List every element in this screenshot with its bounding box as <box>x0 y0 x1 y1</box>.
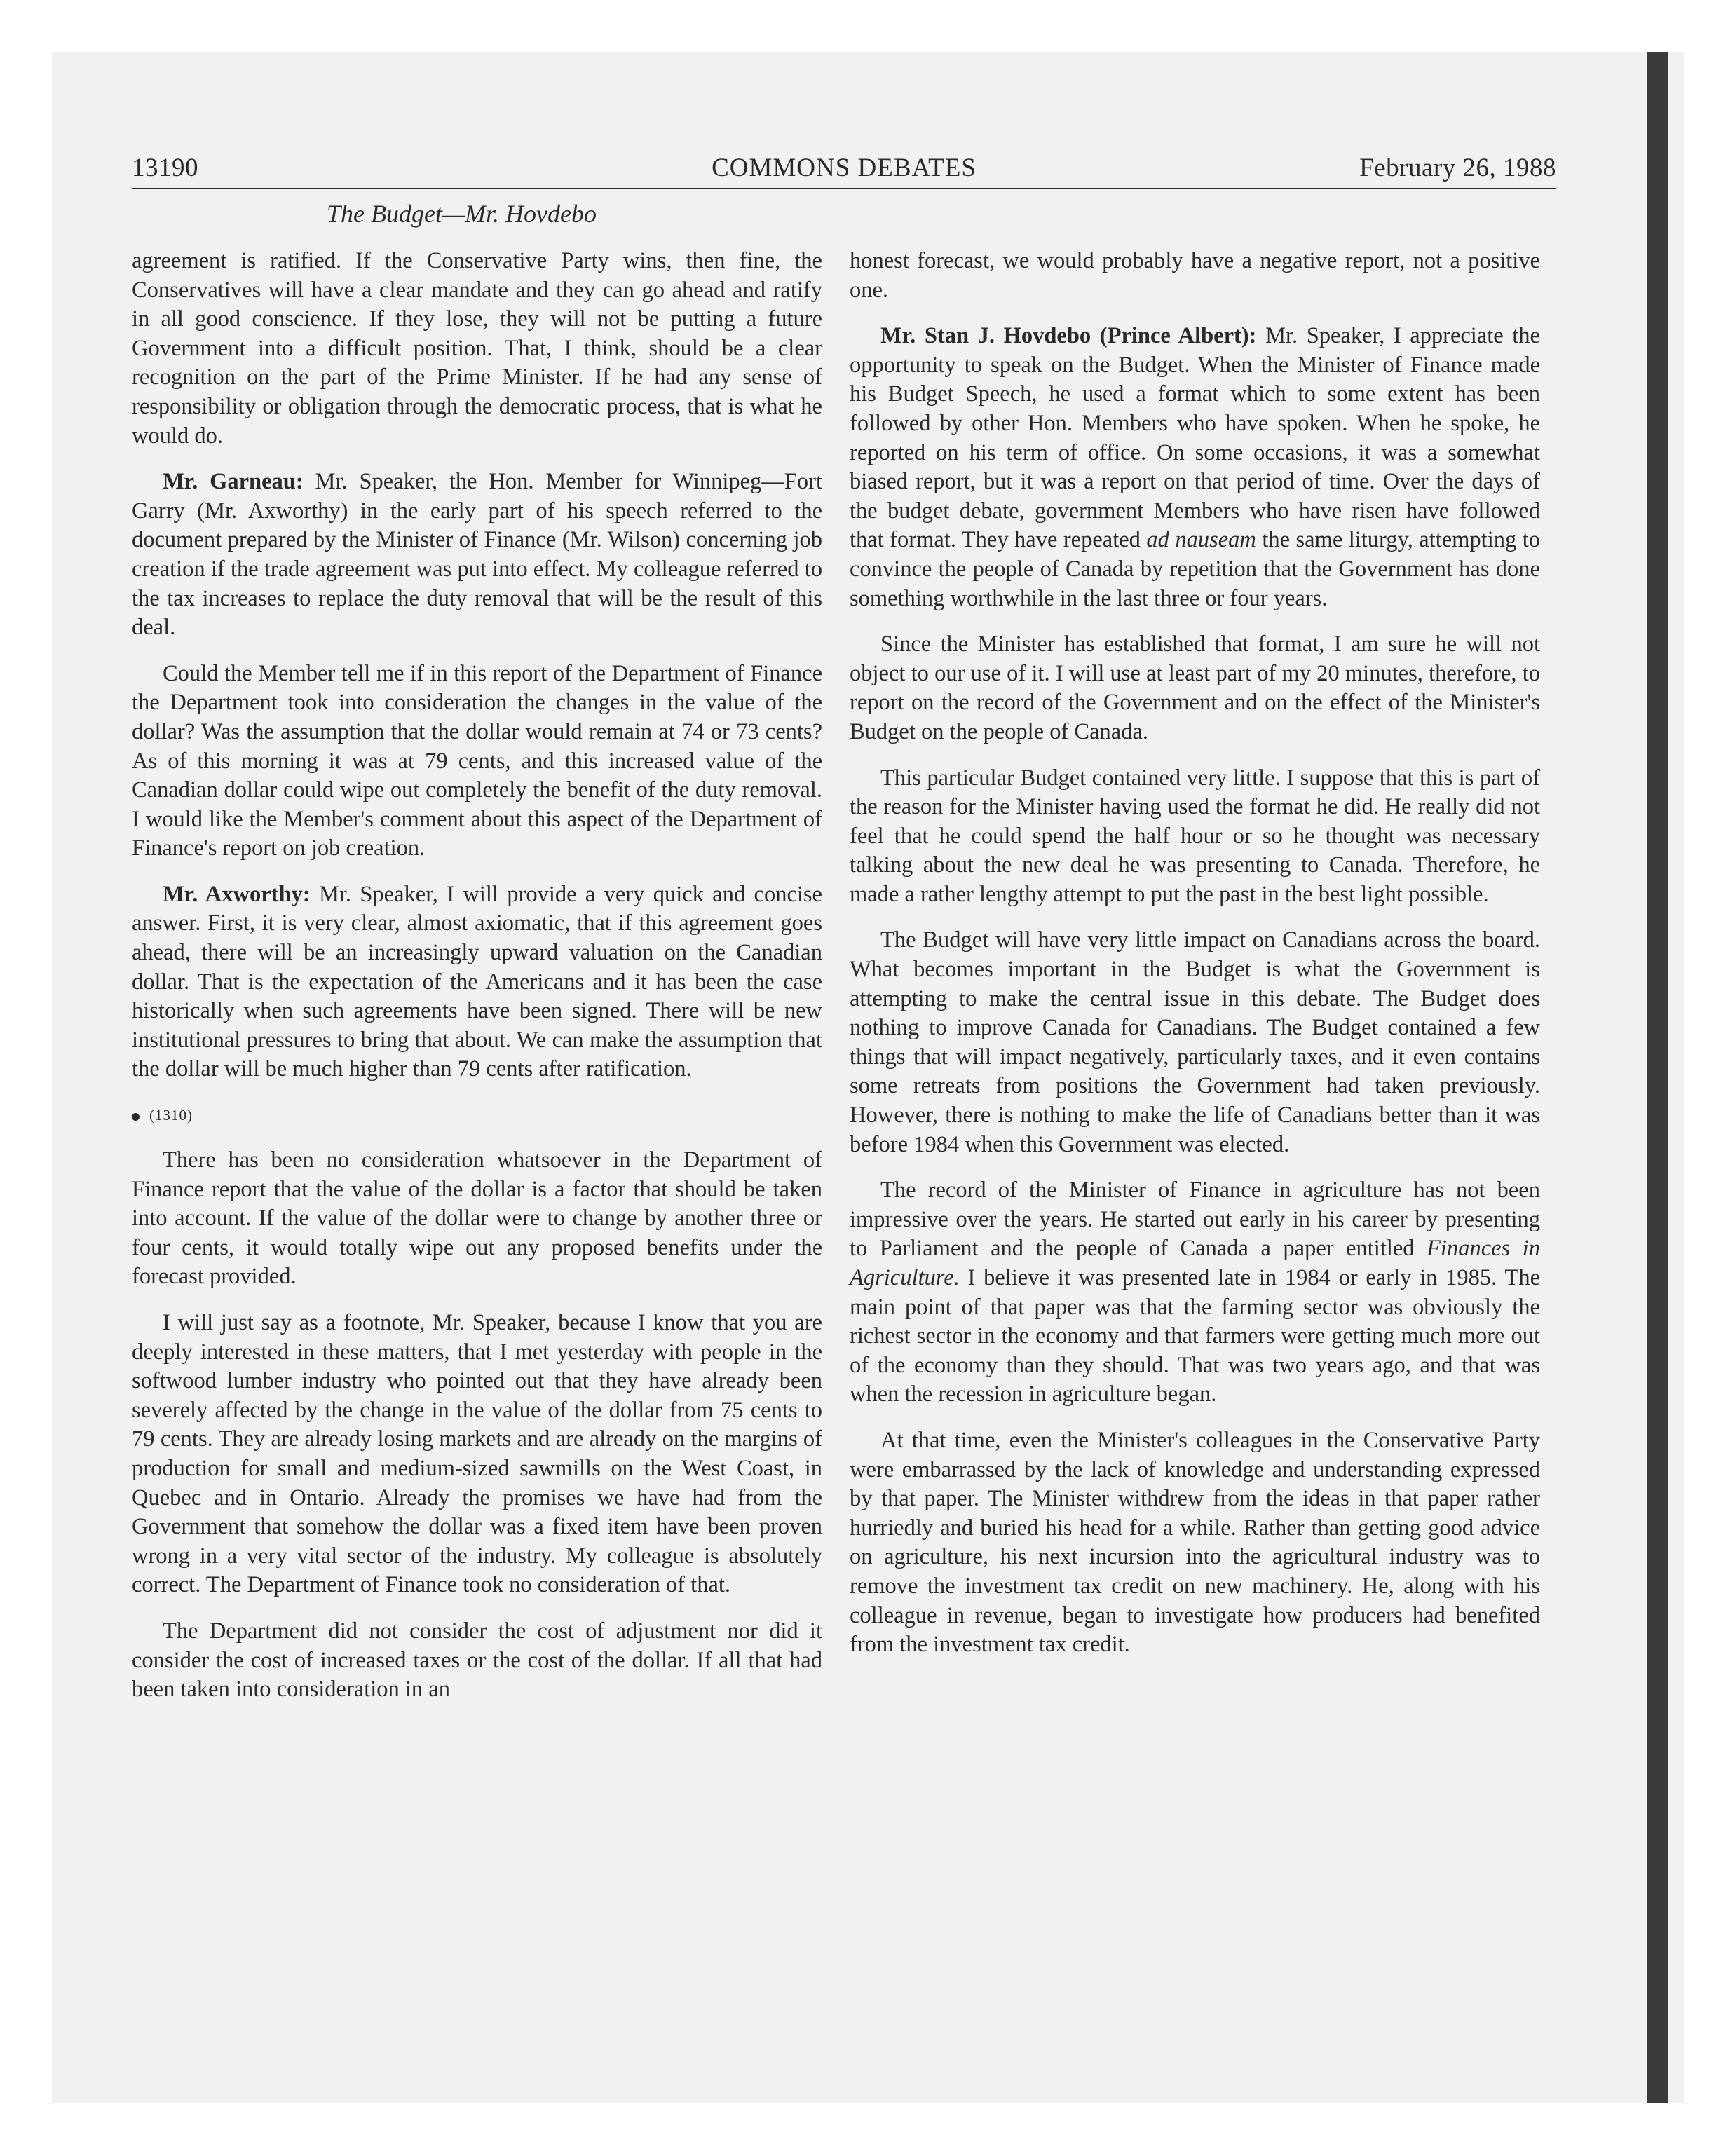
paragraph: Since the Minister has established that format, I am sure he will not object to our use of it. I will use at least part of my 20 minutes, therefore, to report on the record of the Government and on the effect of the Minister's Budget on the people of Canada. <box>850 632 1540 744</box>
paragraph <box>850 322 1540 613</box>
paragraph <box>132 880 822 1084</box>
speech-text: Mr. Speaker, the Hon. Member for Winnipeg—Fort Garry (Mr. Axworthy) in the early part of his speech referred to the document prepared by the Minister of Finance (Mr. Wilson) concerning job creation if the trade agreement was put into effect. My colleague referred to the tax increases to replace the duty removal that will be the result of this deal. <box>132 469 822 641</box>
paragraph: This particular Budget contained very little. I suppose that this is part of the reason for the Minister having used the format he did. He really did not feel that he could spend the half hour or so he thought was necessary talking about the new deal he was presenting to Canada. Therefore, he made a rather lengthy attempt to put the past in the best light possible. <box>850 765 1540 907</box>
paragraph: The Department did not consider the cost of adjustment nor did it consider the cost of increased taxes or the cost of the dollar. If all that had been taken into consideration in an <box>132 1618 822 1703</box>
paragraph: I will just say as a footnote, Mr. Speaker, because I know that you are deeply interested in these matters, that I met yesterday with people in the softwood lumber industry who pointed out that they have already been severely affected by the change in the value of the dollar from 75 cents to 79 cents. They are already losing markets and are already on the margins of production for small and medium-sized sawmills on the West Coast, in Quebec and in Ontario. Already the promises we have had from the Government that somehow the dollar was a fixed item have been proven wrong in a very vital sector of the industry. My colleague is absolutely correct. The Department of Finance took no consideration of that. <box>132 1310 822 1598</box>
paragraph <box>850 1176 1540 1410</box>
paragraph: At that time, even the Minister's colleagues in the Conservative Party were embarrassed by the lack of knowledge and understanding expressed by that paper. The Minister withdrew from the ideas in that paper rather hurriedly and buried his head for a while. Rather than getting good advice on agriculture, his next incursion into the agricultural industry was to remove the investment tax credit on new machinery. He, along with his colleague in revenue, began to investigate how producers had benefited from the investment tax credit. <box>850 1427 1540 1658</box>
time-marker-text: (1310) <box>149 1107 193 1124</box>
time-marker <box>132 1101 822 1129</box>
publication-date: February 26, 1988 <box>1359 153 1556 182</box>
speech-text: Mr. Speaker, I appreciate the opportunity to speak on the Budget. When the Minister of Finance made his Budget Speech, he used a format which to some extent has been followed by other Hon. Members who have spoken. When he spoke, he reported on his term of office. On some occasions, it was a somewhat biased report, but it was a report on that period of time. Over the days of the budget debate, government Members who have risen have followed that format. They have repeated <box>850 323 1540 553</box>
left-column <box>132 247 822 1721</box>
bullet-icon <box>132 1113 140 1121</box>
paragraph <box>132 468 822 643</box>
paragraph: There has been no consideration whatsoever in the Department of Finance report that the value of the dollar is a factor that should be taken into account. If the value of the dollar were to change by another three or four cents, it would totally wipe out any proposed benefits under the forecast provided. <box>132 1147 822 1290</box>
paragraph: The Budget will have very little impact on Canadians across the board. What becomes important in the Budget is what the Government is attempting to make the central issue in this debate. The Budget does nothing to improve Canada for Canadians. The Budget contained a few things that will impact negatively, particularly taxes, and it even contains some retreats from positions the Government had taken previously. However, there is nothing to make the life of Canadians better than it was before 1984 when this Government was elected. <box>850 927 1540 1157</box>
scan-edge-shadow <box>1647 52 1668 2103</box>
paragraph: honest forecast, we would probably have a negative report, not a positive one. <box>850 248 1540 303</box>
speaker-name: Mr. Stan J. Hovdebo (Prince Albert): <box>880 323 1257 349</box>
speech-text: Mr. Speaker, I will provide a very quick and concise answer. First, it is very clear, almost axiomatic, that if this agreement goes ahead, there will be an increasingly upward valuation on the Canadian dollar. That is the expectation of the Americans and it has been the case historically when such agreements have been signed. There will be new institutional pressures to bring that about. We can make the assumption that the dollar will be much higher than 79 cents after ratification. <box>132 881 822 1082</box>
page-number: 13190 <box>132 153 198 182</box>
paragraph: Could the Member tell me if in this report of the Department of Finance the Department took into consideration the changes in the value of the dollar? Was the assumption that the dollar would remain at 74 or 73 cents? As of this morning it was at 79 cents, and this increased value of the Canadian dollar could wipe out completely the benefit of the duty removal. I would like the Member's comment about this aspect of the Department of Finance's report on job creation. <box>132 660 822 861</box>
italic-phrase: ad nauseam <box>1146 527 1256 553</box>
speech-text: the same liturgy, attempting to convince the people of Canada by repetition that the Government has done something worthwhile in the last three or four years. <box>850 527 1540 611</box>
speaker-name: Mr. Axworthy: <box>163 881 311 907</box>
speaker-name: Mr. Garneau: <box>163 469 304 495</box>
page-header <box>132 153 1556 188</box>
italic-title: Finances in Agriculture. <box>850 1236 1541 1290</box>
running-head: The Budget—Mr. Hovdebo <box>327 200 597 228</box>
right-column <box>850 247 1540 1677</box>
paragraph: agreement is ratified. If the Conservative Party wins, then fine, the Conservatives will have a clear mandate and they can go ahead and ratify in all good conscience. If they lose, they will not be putting a future Government into a difficult position. That, I think, should be a clear recognition on the part of the Prime Minister. If he had any sense of responsibility or obligation through the democratic process, that is what he would do. <box>132 248 822 449</box>
header-rule <box>132 188 1556 189</box>
speech-text: The record of the Minister of Finance in agriculture has not been impressive over the years. He started out early in his career by presenting to Parliament and the people of Canada a paper entitled <box>850 1178 1540 1262</box>
publication-title: COMMONS DEBATES <box>712 153 977 182</box>
speech-text: I believe it was presented late in 1984 or early in 1985. The main point of that paper was that the farming sector was obviously the richest sector in the economy and that farmers were getting much more out of the economy than they should. That was two years ago, and that was when the recession in agriculture began. <box>850 1265 1540 1407</box>
